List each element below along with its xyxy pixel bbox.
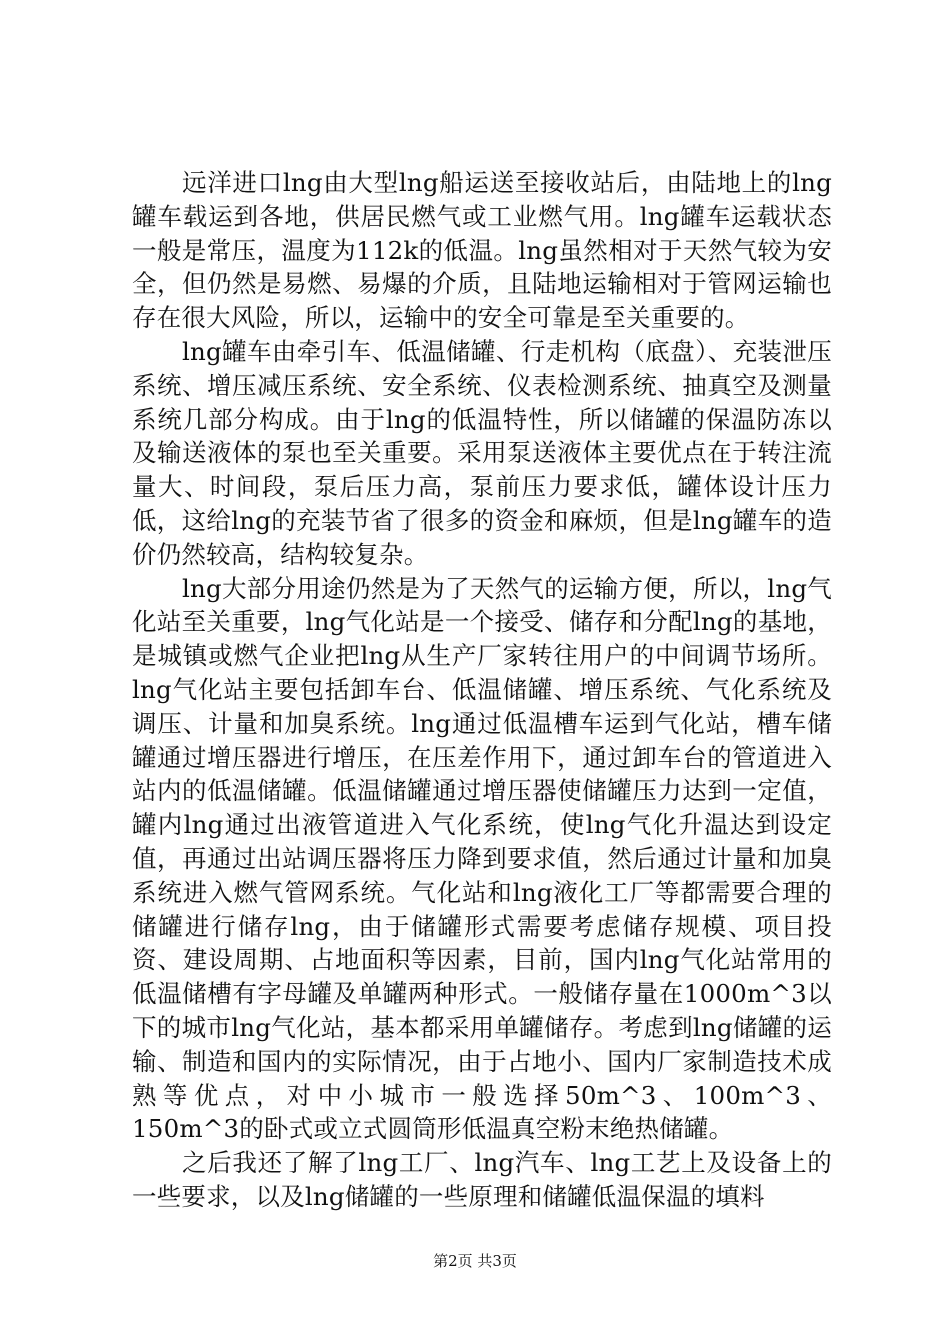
document-body: [132, 166, 832, 1214]
paragraph-lng-tanker: lng罐车由牵引车、低温储罐、行走机构（底盘）、充装泄压系统、增压减压系统、安全系统、仪表检测系统、抽真空及测量系统几部分构成。由于lng的低温特性，所以储罐的保温防冻以及输送液体的泵也至关重要。采用泵送液体主要优点在于转注流量大、时间段，泵后压力高，泵前压力要求低，罐体设计压力低，这给lng的充装节省了很多的资金和麻烦，但是lng罐车的造价仍然较高，结构较复杂。: [132, 336, 832, 569]
page-number-footer: 第2页 共3页: [433, 1252, 517, 1270]
paragraph-lng-further-learning: 之后我还了解了lng工厂、lng汽车、lng工艺上及设备上的一些要求，以及lng储罐的一些原理和储罐低温保温的填料: [132, 1148, 832, 1211]
paragraph-lng-gasification-station: lng大部分用途仍然是为了天然气的运输方便，所以，lng气化站至关重要，lng气化站是一个接受、储存和分配lng的基地，是城镇或燃气企业把lng从生产厂家转往用户的中间调节场所。lng气化站主要包括卸车台、低温储罐、增压系统、气化系统及调压、计量和加臭系统。lng通过低温槽车运到气化站，槽车储罐通过增压器进行增压，在压差作用下，通过卸车台的管道进入站内的低温储罐。低温储罐通过增压器使储罐压力达到一定值，罐内lng通过出液管道进入气化系统，使lng气化升温达到设定值，再通过出站调压器将压力降到要求值，然后通过计量和加臭系统进入燃气管网系统。气化站和lng液化工厂等都需要合理的储罐进行储存lng，由于储罐形式需要考虑储存规模、项目投资、建设周期、占地面积等因素，目前，国内lng气化站常用的低温储槽有字母罐及单罐两种形式。一般储存量在1000m^3以下的城市lng气化站，基本都采用单罐储存。考虑到lng储罐的运输、制造和国内的实际情况，由于占地小、国内厂家制造技术成熟等优点，对中小城市一般选择50m^3、100m^3、150m^3的卧式或立式圆筒形低温真空粉末绝热储罐。: [132, 573, 832, 1144]
paragraph-lng-transport: 远洋进口lng由大型lng船运送至接收站后，由陆地上的lng罐车载运到各地，供居民燃气或工业燃气用。lng罐车运载状态一般是常压，温度为112k的低温。lng虽然相对于天然气较为安全，但仍然是易燃、易爆的介质，且陆地运输相对于管网运输也存在很大风险，所以，运输中的安全可靠是至关重要的。: [132, 168, 832, 333]
